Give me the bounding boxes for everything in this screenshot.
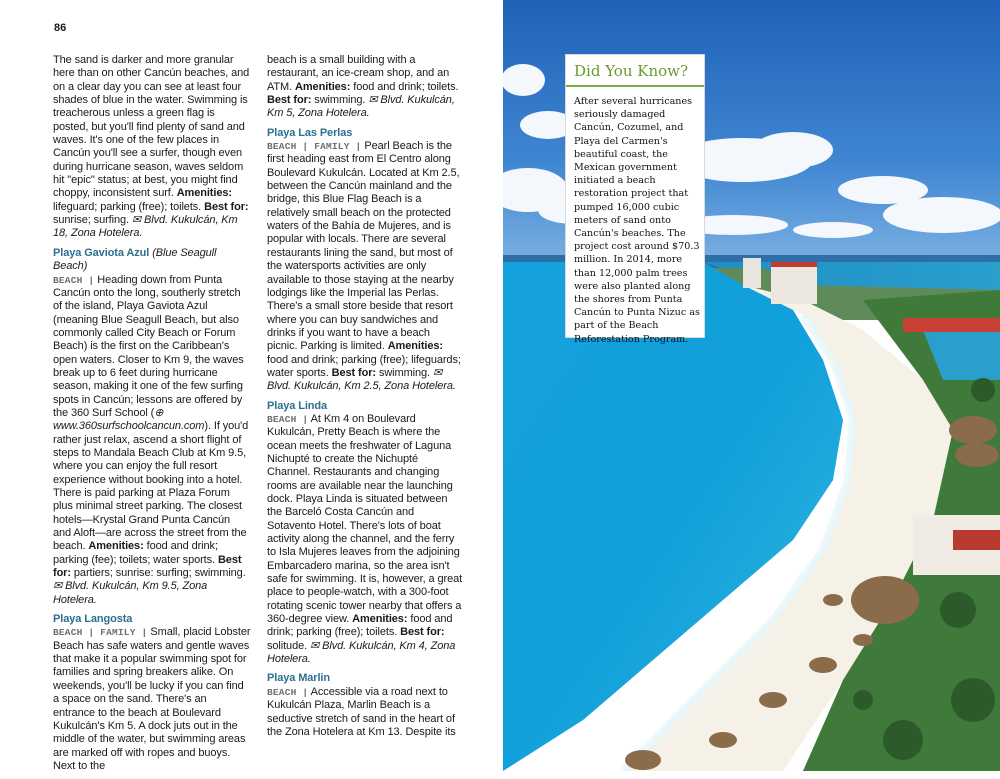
resort-building bbox=[903, 318, 1000, 332]
best-for-value: partiers; sunrise: surfing; swimming. bbox=[73, 567, 246, 580]
best-for-value: sunrise; surfing. bbox=[53, 214, 129, 227]
amenities-label: Amenities: bbox=[387, 340, 443, 353]
beach-category: BEACH | bbox=[267, 413, 309, 425]
amenities-label: Amenities: bbox=[176, 187, 232, 200]
beach-alt-name: (Blue Seagull Beach) bbox=[53, 246, 217, 273]
beach-entry-marlin bbox=[267, 672, 463, 739]
beach-description-cont: ). If you'd rather just relax, ascend a short flight of steps to Mandala Beach Club at Km 9.5, where you can enjoy the full resort experience without booking into a hotel. There is paid parking at Plaza Forum plus minimal street parking. The closest hotels—Krystal Grand Punta Cancún and Aloft—are across the street from the beach. bbox=[53, 420, 249, 553]
intro-paragraph bbox=[53, 54, 251, 241]
page-number: 86 bbox=[54, 22, 67, 34]
beach-category: BEACH | bbox=[267, 686, 309, 698]
sidebar-text: After several hurricanes seriously damaged Cancún, Cozumel, and Playa del Carmen's beautiful coast, the Mexican government initiated a beach restoration project that pumped 16,000 cubic meters of sand onto Cancún's beaches. The project cost around $70.3 million. In 2014, more than 12,000 palm trees were also planted along the shores from Punta Cancún to Punta Nizuc as part of the Beach Reforestation Program. bbox=[574, 96, 700, 345]
address: ✉ Blvd. Kukulcán, Km 18, Zona Hotelera. bbox=[53, 214, 238, 240]
text-column-left bbox=[53, 54, 251, 779]
amenities-label: Amenities: bbox=[295, 80, 351, 93]
hotel-tower-2 bbox=[771, 262, 817, 304]
best-for-label: Best for: bbox=[331, 366, 376, 379]
beach-description: Accessible via a road next to Kukulcán Plaza, Marlin Beach is a seductive stretch of sand in the heart of the Zona Hotelera at Km 13. Despite its bbox=[267, 685, 456, 738]
amenities-value: food and drink; toilets. bbox=[353, 80, 459, 93]
hotel-tower-1 bbox=[743, 258, 761, 288]
amenities-value: food and drink; parking (free); lifeguards; water sports. bbox=[267, 353, 461, 379]
best-for-value: solitude. bbox=[267, 639, 308, 652]
address: ✉ Blvd. Kukulcán, Km 2.5, Zona Hotelera. bbox=[267, 366, 456, 393]
beach-name: Playa Marlin bbox=[267, 672, 330, 685]
beach-name: Playa Las Perlas bbox=[267, 126, 353, 139]
best-for-label: Best for: bbox=[267, 94, 312, 107]
beach-entry-langosta bbox=[53, 613, 251, 773]
beach-entry-gaviota-azul bbox=[53, 247, 251, 607]
sidebar-title: Did You Know? bbox=[574, 62, 689, 80]
website-link[interactable]: ⊕ www.360surfschoolcancun.com bbox=[53, 406, 205, 433]
beach-category: BEACH | FAMILY | bbox=[53, 627, 148, 639]
address: ✉ Blvd. Kukulcán, Km 9.5, Zona Hotelera. bbox=[53, 580, 208, 606]
best-for-label: Best for: bbox=[53, 553, 242, 580]
text-column-right bbox=[267, 54, 463, 745]
beach-description: Small, placid Lobster Beach has safe waters and gentle waves that make it a popular swimming spot for families and spring breakers alike. On weekends, you'll be lucky if you can find a space on the sand. There's an entrance to the beach at Boulevard Kukulcán's Km 5. A dock juts out in the middle of the water, but swimming areas are marked off with ropes and buoys. Next to the bbox=[53, 626, 251, 772]
intro-text: The sand is darker and more granular here than on other Cancún beaches, and on a clear day you can see at least four shades of blue in the water. Swimming is treacherous unless a green flag is posted, but you'll find plenty of sand and waves. It's one of the few places in Cancún you'll see a surfer, though even during hurricane season, waves seldom hit "epic" status; at best, you might find choppy, inconsistent surf. bbox=[53, 54, 250, 200]
langosta-continuation bbox=[267, 54, 463, 121]
amenities-label: Amenities: bbox=[88, 540, 144, 553]
best-for-value: swimming. bbox=[378, 366, 430, 379]
best-for-value: swimming. bbox=[314, 94, 366, 107]
best-for-label: Best for: bbox=[400, 626, 445, 639]
sidebar-rule bbox=[566, 85, 704, 87]
address: ✉ Blvd. Kukulcán, Km 4, Zona Hotelera. bbox=[267, 639, 456, 666]
beach-description-cont: beach is a small building with a restaurant, an ice-cream shop, and an ATM. bbox=[267, 54, 450, 93]
beach-name: Playa Langosta bbox=[53, 613, 133, 626]
amenities-value: food and drink; parking (free); toilets. bbox=[267, 613, 453, 639]
beach-name: Playa Gaviota Azul bbox=[53, 246, 150, 259]
beach-entry-las-perlas bbox=[267, 127, 463, 394]
amenities-label: Amenities: bbox=[352, 613, 408, 626]
beach-entry-linda bbox=[267, 400, 463, 667]
amenities-value: food and drink; parking (fee); toilets; water sports. bbox=[53, 540, 218, 566]
amenities-value: lifeguard; parking (free); toilets. bbox=[53, 200, 202, 213]
beach-name: Playa Linda bbox=[267, 399, 328, 412]
best-for-label: Best for: bbox=[204, 200, 249, 213]
address: ✉ Blvd. Kukulcán, Km 5, Zona Hotelera. bbox=[267, 94, 455, 120]
beach-description: Pearl Beach is the first heading east from El Centro along Boulevard Kukulcán. Located at Km 2.5, between the Cancún mainland and the bridge, this Blue Flag Beach is a relatively small beach on the protected waters of the Bahía de Mujeres, and is popular with locals. There are several restaurants lining the sand, but most of the watersports activities are only available to those staying at the nearby lodgings like the Imperial las Perlas. There's a small store beside that resort where you can buy sandwiches and drinks if you want to have a beach picnic. Parking is limited. bbox=[267, 140, 460, 353]
beach-category: BEACH | bbox=[53, 274, 95, 286]
beach-category: BEACH | FAMILY | bbox=[267, 141, 362, 153]
did-you-know-sidebar bbox=[565, 54, 705, 345]
beach-description: Heading down from Punta Cancún onto the long, southerly stretch of the island, Playa Gaviota Azul (meaning Blue Seagull Beach, but also commonly called City Beach or Forum Beach) is the first on the Caribbean's open waters. Closer to Km 9, the waves break up to 6 feet during hurricane season, making it one of the few surfing spots in Cancún; lessons are offered by the 360 Surf School ( bbox=[53, 273, 244, 419]
beach-description: At Km 4 on Boulevard Kukulcán, Pretty Beach is where the ocean meets the freshwater of Laguna Nichupté to create the Nichupté Channel. Restaurants and changing rooms are available near the launching dock. Playa Linda is situated between the Barceló Costa Cancún and Sotavento Hotel. There's lots of boat activity along the channel, and the ferry to Isla Mujeres leaves from the adjoining Embarcadero marina, so the area isn't safe for swimming. It is, however, a great place to people-watch, with a 300-foot rotating scenic tower nearby that offers a 360-degree view. bbox=[267, 412, 463, 626]
